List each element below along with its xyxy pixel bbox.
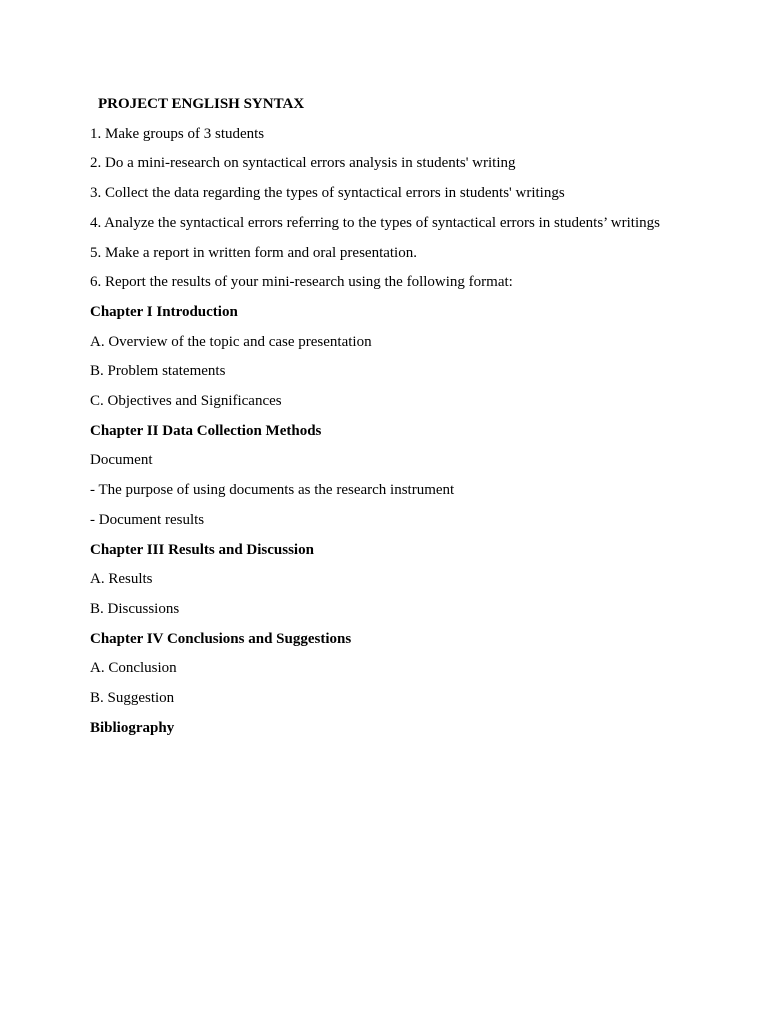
bibliography-heading: Bibliography [90,719,175,736]
chapter-1-item: B. Problem statements [90,363,226,380]
step-item-2: 2. Do a mini-research on syntactical errors analysis in students' writing [90,155,516,172]
chapter-1-heading: Chapter I Introduction [90,303,238,320]
document-title: PROJECT ENGLISH SYNTAX [98,96,305,112]
chapter-4-item: A. Conclusion [90,660,177,677]
chapter-3-item: A. Results [90,571,153,588]
chapter-1-item: A. Overview of the topic and case presentation [90,333,372,350]
step-item-4: 4. Analyze the syntactical errors referring to the types of syntactical errors in students’ writings [90,214,660,231]
chapter-3-item: B. Discussions [90,600,180,617]
chapter-2-item: Document [90,452,153,469]
step-item-1: 1. Make groups of 3 students [90,125,265,142]
chapter-2-heading: Chapter II Data Collection Methods [90,422,322,439]
chapter-2-item: - The purpose of using documents as the research instrument [90,482,455,499]
step-item-3: 3. Collect the data regarding the types of syntactical errors in students' writings [90,185,565,202]
document-body [90,90,710,743]
chapter-1-item: C. Objectives and Significances [90,393,282,410]
chapter-3-heading: Chapter III Results and Discussion [90,541,314,558]
chapter-4-item: B. Suggestion [90,690,175,707]
step-item-6: 6. Report the results of your mini-research using the following format: [90,274,513,291]
step-item-5: 5. Make a report in written form and oral presentation. [90,244,417,261]
chapter-2-item: - Document results [90,511,205,528]
chapter-4-heading: Chapter IV Conclusions and Suggestions [90,630,352,647]
